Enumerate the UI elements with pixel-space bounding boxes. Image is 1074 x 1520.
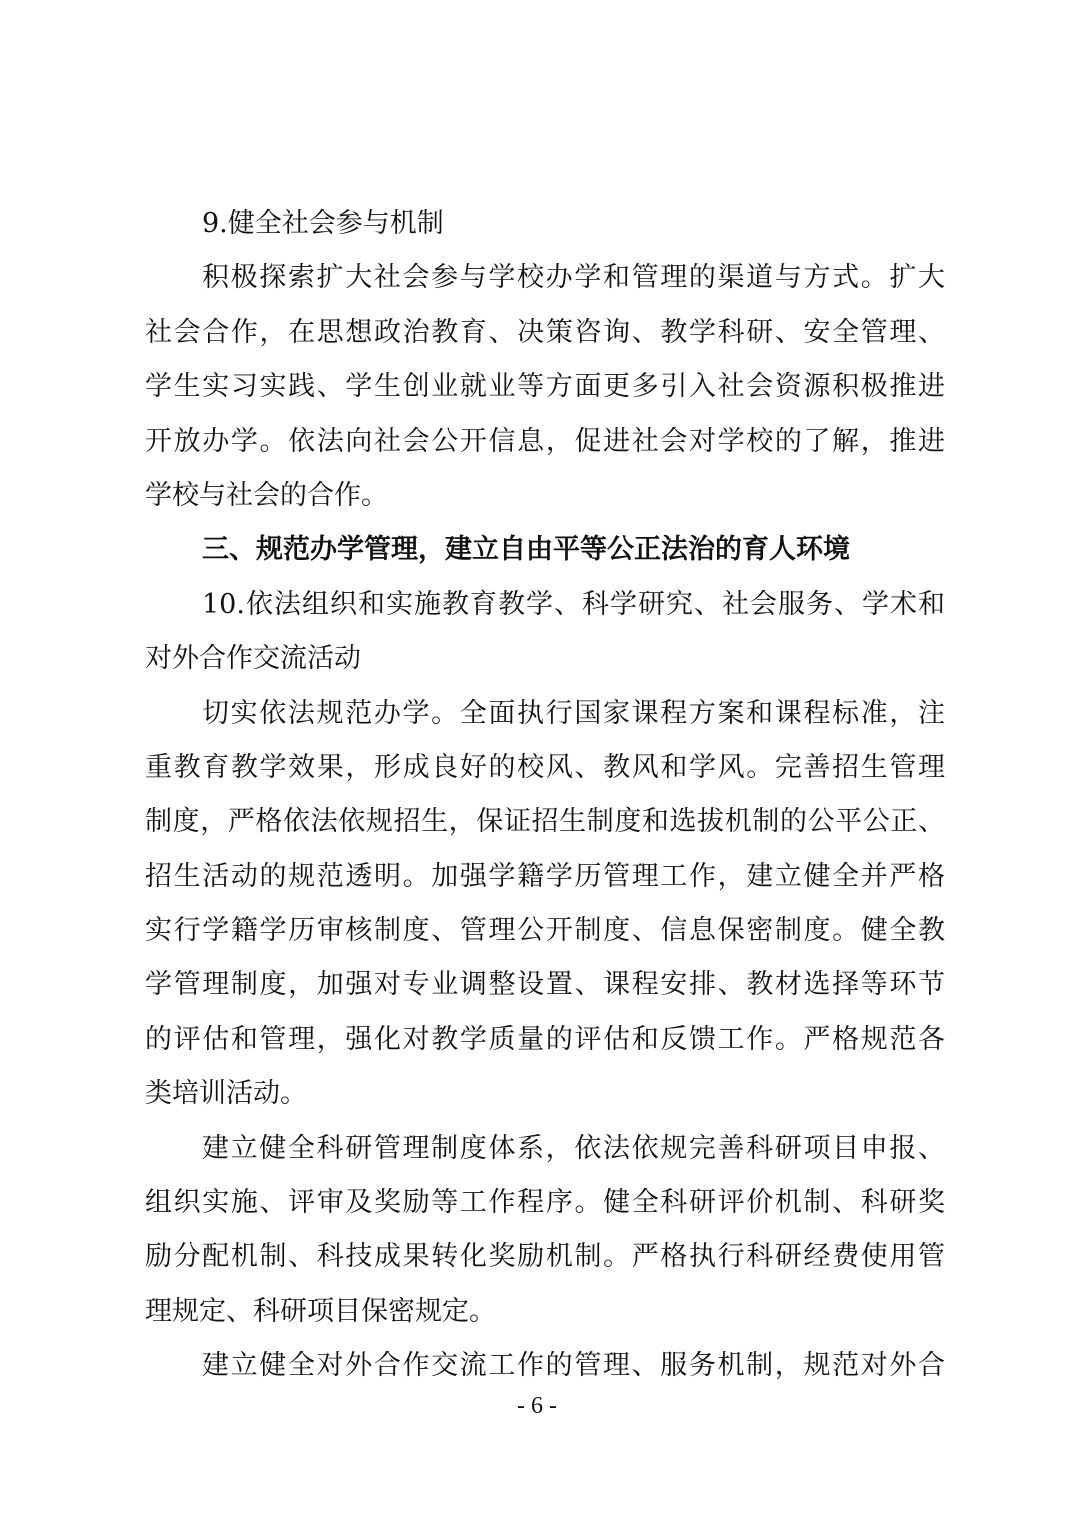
text-line: 9.健全社会参与机制 xyxy=(202,208,444,239)
text-line: 类培训活动。 xyxy=(145,1078,307,1110)
text-line: 学管理制度，加强对专业调整设置、课程安排、教材选择等环节 xyxy=(145,969,945,1001)
text-line: 建立健全科研管理制度体系，依法依规完善科研项目申报、 xyxy=(202,1132,945,1164)
page-number: - 6 - xyxy=(517,1393,557,1419)
text-line: 切实依法规范办学。全面执行国家课程方案和课程标准，注 xyxy=(202,697,945,729)
text-line: 理规定、科研项目保密规定。 xyxy=(145,1295,496,1327)
text-line: 开放办学。依法向社会公开信息，促进社会对学校的了解，推进 xyxy=(145,425,945,457)
section-9-title xyxy=(145,197,945,251)
text-line: 实行学籍学历审核制度、管理公开制度、信息保密制度。健全教 xyxy=(145,915,945,947)
section-9-paragraph xyxy=(145,251,945,523)
text-line: 组织实施、评审及奖励等工作程序。健全科研评价机制、科研奖 xyxy=(145,1187,945,1219)
text-line: 制度，严格依法依规招生，保证招生制度和选拔机制的公平公正、 xyxy=(145,806,945,838)
text-line: 励分配机制、科技成果转化奖励机制。严格执行科研经费使用管 xyxy=(145,1241,945,1273)
section-10-paragraph-3 xyxy=(145,1339,945,1393)
text-line: 的评估和管理，强化对教学质量的评估和反馈工作。严格规范各 xyxy=(145,1023,945,1055)
text-line: 对外合作交流活动 xyxy=(145,643,361,675)
text-line: 积极探索扩大社会参与学校办学和管理的渠道与方式。扩大 xyxy=(202,262,945,294)
text-line: 学校与社会的合作。 xyxy=(145,479,388,511)
text-line: 10.依法组织和实施教育教学、科学研究、社会服务、学术和 xyxy=(202,588,945,620)
section-heading: 三、规范办学管理，建立自由平等公正法治的育人环境 xyxy=(202,534,850,566)
page-body xyxy=(145,197,945,1394)
text-line: 建立健全对外合作交流工作的管理、服务机制，规范对外合 xyxy=(202,1350,945,1382)
part-3-heading xyxy=(145,523,945,577)
text-line: 社会合作，在思想政治教育、决策咨询、教学科研、安全管理、 xyxy=(145,316,945,348)
text-line: 学生实习实践、学生创业就业等方面更多引入社会资源积极推进 xyxy=(145,371,945,403)
text-line: 招生活动的规范透明。加强学籍学历管理工作，建立健全并严格 xyxy=(145,860,945,892)
section-10-paragraph-1 xyxy=(145,687,945,1122)
section-10-paragraph-2 xyxy=(145,1122,945,1340)
text-line: 重教育教学效果，形成良好的校风、教风和学风。完善招生管理 xyxy=(145,751,945,783)
section-10-title xyxy=(145,578,945,687)
